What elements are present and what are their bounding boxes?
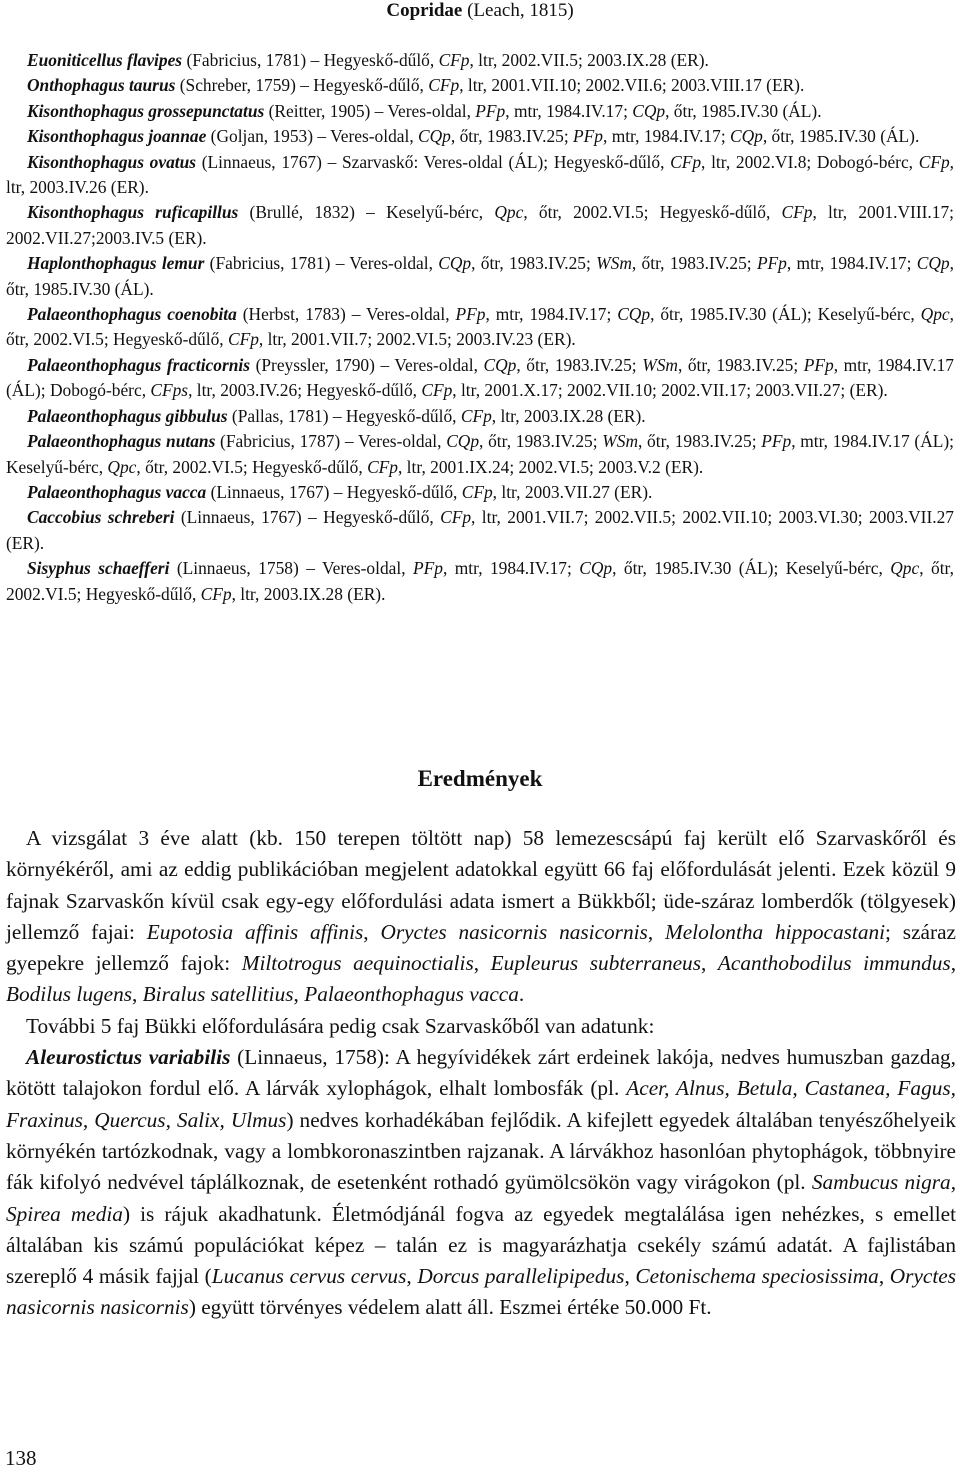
species-name: Caccobius schreberi xyxy=(27,507,175,528)
species-name: Palaeonthophagus nutans xyxy=(27,431,216,452)
italic-text: CFp xyxy=(670,151,702,172)
italic-text: Bodilus lugens xyxy=(6,982,133,1007)
italic-text: PFp xyxy=(573,126,603,147)
species-record: Kisonthophagus ruficapillus (Brullé, 1832) – Keselyű-bérc, Qpc, őtr, 2002.VI.5; Hegyeskő-dűlő, CFp, ltr, 2001.VIII.17; 2002.VII.27;2003.IV.5 (ER). xyxy=(6,202,954,248)
species-record: Palaeonthophagus fracticornis (Preyssler, 1790) – Veres-oldal, CQp, őtr, 1983.IV.25; WSm, őtr, 1983.IV.25; PFp, mtr, 1984.IV.17 (ÁL); Dobogó-bérc, CFps, ltr, 2003.IV.26; Hegyeskő-dűlő, CFp, ltr, 2001.X.17; 2002.VII.10; 2002.VII.17; 2003.VII.27; (ER). xyxy=(6,354,954,401)
page-number: 138 xyxy=(5,1446,37,1470)
italic-text: CFp xyxy=(200,583,232,604)
italic-text: PFp xyxy=(413,558,443,579)
species-record: Euoniticellus flavipes (Fabricius, 1781) – Hegyeskő-dűlő, CFp, ltr, 2002.VII.5; 2003.IX.28 (ER). xyxy=(27,50,709,70)
italic-text: CQp xyxy=(418,126,451,147)
italic-text: PFp xyxy=(455,304,486,325)
italic-text: CQp xyxy=(617,304,651,325)
italic-text: Eupleurus subterraneus xyxy=(490,951,701,976)
italic-text: PFp xyxy=(761,431,792,452)
italic-text: CQp xyxy=(632,100,666,121)
species-name: Haplonthophagus lemur xyxy=(27,253,205,274)
species-name: Palaeonthophagus gibbulus xyxy=(27,405,228,426)
italic-text: Qpc xyxy=(920,304,950,325)
species-record: Sisyphus schaefferi (Linnaeus, 1758) – Veres-oldal, PFp, mtr, 1984.IV.17; CQp, őtr, 1985.IV.30 (ÁL); Keselyű-bérc, Qpc, őtr, 2002.VI.5; Hegyeskő-dűlő, CFp, ltr, 2003.IX.28 (ER). xyxy=(6,558,954,604)
italic-text: CFp xyxy=(438,50,470,70)
species-name: Euoniticellus flavipes xyxy=(27,50,183,70)
italic-text: CQp xyxy=(916,253,950,274)
italic-text: Lucanus cervus cervus xyxy=(211,1264,407,1289)
italic-text: Oryctes nasicornis nasicornis xyxy=(380,919,648,944)
species-name: Palaeonthophagus coenobita xyxy=(27,304,237,325)
italic-text: PFp xyxy=(803,354,834,375)
italic-text: Oryctes nasicornis nasicornis xyxy=(6,1264,957,1320)
italic-text: CFp xyxy=(421,380,453,401)
italic-text: Qpc xyxy=(107,456,137,477)
italic-text: CFp xyxy=(367,456,398,477)
italic-text: CQp xyxy=(438,253,472,274)
species-record: Kisonthophagus grossepunctatus (Reitter, 1905) – Veres-oldal, PFp, mtr, 1984.IV.17; CQp, őtr, 1985.IV.30 (ÁL). xyxy=(27,100,822,121)
italic-text: PFp xyxy=(756,253,787,274)
species-name: Onthophagus taurus xyxy=(27,75,176,96)
species-record: Onthophagus taurus (Schreber, 1759) – Hegyeskő-dűlő, CFp, ltr, 2001.VII.10; 2002.VII.6; 2003.VIII.17 (ER). xyxy=(27,75,805,96)
species-name: Sisyphus schaefferi xyxy=(27,558,170,579)
italic-text: Qpc xyxy=(890,558,920,579)
italic-text: WSm xyxy=(596,253,632,274)
italic-text: CFps xyxy=(150,380,189,401)
results-paragraph: A vizsgálat 3 éve alatt (kb. 150 terepen töltött nap) 58 lemezescsápú faj került elő Szarvaskőről és környékéről, ami az eddig publikációban megjelent adatokkal együtt 66 faj előfordulását jelenti. Ezek közül 9 fajnak Szarvaskőn kívül csak egy-egy előfordulási adata ismert a Bükkből; üde-száraz lomberdők (tölgyesek) jellemző fajai: Eupotosia affinis affinis, Oryctes nasicornis nasicornis, Melolontha hippocastani; száraz gyepekre jellemző fajok: Miltotrogus aequinoctialis, Eupleurus subterraneus, Acanthobodilus immundus, Bodilus lugens, Biralus satellitius, Palaeonthophagus vacca. xyxy=(6,826,957,1007)
species-record: Palaeonthophagus coenobita (Herbst, 1783) – Veres-oldal, PFp, mtr, 1984.IV.17; CQp, őtr, 1985.IV.30 (ÁL); Keselyű-bérc, Qpc, őtr, 2002.VI.5; Hegyeskő-dűlő, CFp, ltr, 2001.VII.7; 2002.VI.5; 2003.IV.23 (ER). xyxy=(6,304,954,350)
results-body xyxy=(6,823,956,1324)
species-name: Kisonthophagus ruficapillus xyxy=(27,202,239,223)
species-name: Kisonthophagus joannae xyxy=(27,126,207,147)
family-author: (Leach, 1815) xyxy=(467,0,574,21)
italic-text: WSm xyxy=(642,354,678,375)
family-heading xyxy=(0,0,960,22)
species-records-list xyxy=(6,48,954,607)
italic-text: CFp xyxy=(227,329,259,350)
family-name: Copridae xyxy=(386,0,463,21)
species-name: Kisonthophagus ovatus xyxy=(27,151,197,172)
italic-text: Palaeonthophagus vacca xyxy=(304,982,519,1007)
italic-text: Biralus satellitius xyxy=(142,982,294,1007)
italic-text: CFp xyxy=(460,405,492,426)
results-paragraph: Aleurostictus variabilis (Linnaeus, 1758): A hegyívidékek zárt erdeinek lakója, nedves humuszban gazdag, kötött talajokon fordul elő. A lárvák xylophágok, elhalt lombosfák (pl. Acer, Alnus, Betula, Castanea, Fagus, Fraxinus, Quercus, Salix, Ulmus) nedves korhadékában fejlődik. A kifejlett egyedek általában tenyészőhelyeik környékén tartózkodnak, vagy a lombkoronaszintben rajzanak. A lárvákhoz hasonlóan phytophágok, többnyire fák kifolyó nedvével táplálkoznak, de esetenként rothadó gyümölcsökön vagy virágokon (pl. Sambucus nigra, Spirea media) is rájuk akadhatunk. Életmódjánál fogva az egyedek megtalálása igen nehézkes, s emellet általában kis számú populációkat képez – talán ez is magyarázhatja csekély számú adatát. A fajlistában szereplő 4 másik fajjal (Lucanus cervus cervus, Dorcus parallelipipedus, Cetonischema speciosissima, Oryctes nasicornis nasicornis) együtt törvényes védelem alatt áll. Eszmei értéke 50.000 Ft. xyxy=(6,1045,957,1320)
italic-text: CFp xyxy=(440,507,472,528)
species-record: Palaeonthophagus vacca (Linnaeus, 1767) – Hegyeskő-dűlő, CFp, ltr, 2003.VII.27 (ER). xyxy=(27,481,653,502)
species-name: Palaeonthophagus vacca xyxy=(27,481,207,502)
species-record: Haplonthophagus lemur (Fabricius, 1781) – Veres-oldal, CQp, őtr, 1983.IV.25; WSm, őtr, 1983.IV.25; PFp, mtr, 1984.IV.17; CQp, őtr, 1985.IV.30 (ÁL). xyxy=(6,253,954,299)
species-record: Kisonthophagus joannae (Goljan, 1953) – Veres-oldal, CQp, őtr, 1983.IV.25; PFp, mtr, 1984.IV.17; CQp, őtr, 1985.IV.30 (ÁL). xyxy=(27,126,920,147)
species-record: Palaeonthophagus gibbulus (Pallas, 1781) – Hegyeskő-dűlő, CFp, ltr, 2003.IX.28 (ER). xyxy=(27,405,646,426)
italic-text: Miltotrogus aequinoctialis xyxy=(241,951,474,976)
italic-text: CQp xyxy=(579,558,613,579)
species-record: Palaeonthophagus nutans (Fabricius, 1787) – Veres-oldal, CQp, őtr, 1983.IV.25; WSm, őtr, 1983.IV.25; PFp, mtr, 1984.IV.17 (ÁL); Keselyű-bérc, Qpc, őtr, 2002.VI.5; Hegyeskő-dűlő, CFp, ltr, 2001.IX.24; 2002.VI.5; 2003.V.2 (ER). xyxy=(6,431,954,477)
italic-text: CQp xyxy=(483,354,517,375)
italic-text: Melolontha hippocastani xyxy=(664,919,886,944)
results-heading: Eredmények xyxy=(417,766,543,791)
species-name: Kisonthophagus grossepunctatus xyxy=(27,100,265,121)
italic-text: Qpc xyxy=(494,202,524,223)
species-name: Aleurostictus variabilis xyxy=(26,1045,231,1070)
italic-text: CQp xyxy=(446,431,480,452)
species-record: Caccobius schreberi (Linnaeus, 1767) – Hegyeskő-dűlő, CFp, ltr, 2001.VII.7; 2002.VII.5; 2002.VII.10; 2003.VI.30; 2003.VII.27 (ER). xyxy=(6,507,954,553)
italic-text: Sambucus nigra xyxy=(811,1170,951,1195)
italic-text: Eupotosia affinis affinis xyxy=(146,919,364,944)
species-record: Kisonthophagus ovatus (Linnaeus, 1767) – Szarvaskő: Veres-oldal (ÁL); Hegyeskő-dűlő, CFp, ltr, 2002.VI.8; Dobogó-bérc, CFp, ltr, 2003.IV.26 (ER). xyxy=(6,151,954,198)
italic-text: CQp xyxy=(730,126,763,147)
italic-text: CFp xyxy=(461,481,493,502)
italic-text: PFp xyxy=(475,100,506,121)
italic-text: CFp xyxy=(918,151,950,172)
italic-text: Acanthobodilus immundus xyxy=(717,951,951,976)
italic-text: WSm xyxy=(602,431,639,452)
italic-text: CFp xyxy=(428,75,460,96)
italic-text: CFp xyxy=(781,202,813,223)
italic-text: Cetonischema speciosissima xyxy=(635,1264,879,1289)
species-name: Palaeonthophagus fracticornis xyxy=(27,354,250,375)
italic-text: Spirea media xyxy=(6,1201,123,1226)
italic-text: Acer, Alnus, Betula, Castanea, Fagus, Fraxinus, Quercus, Salix, Ulmus xyxy=(6,1076,956,1132)
italic-text: Dorcus parallelipipedus xyxy=(417,1264,625,1289)
results-paragraph: További 5 faj Bükki előfordulására pedig csak Szarvaskőből van adatunk: xyxy=(26,1013,655,1038)
